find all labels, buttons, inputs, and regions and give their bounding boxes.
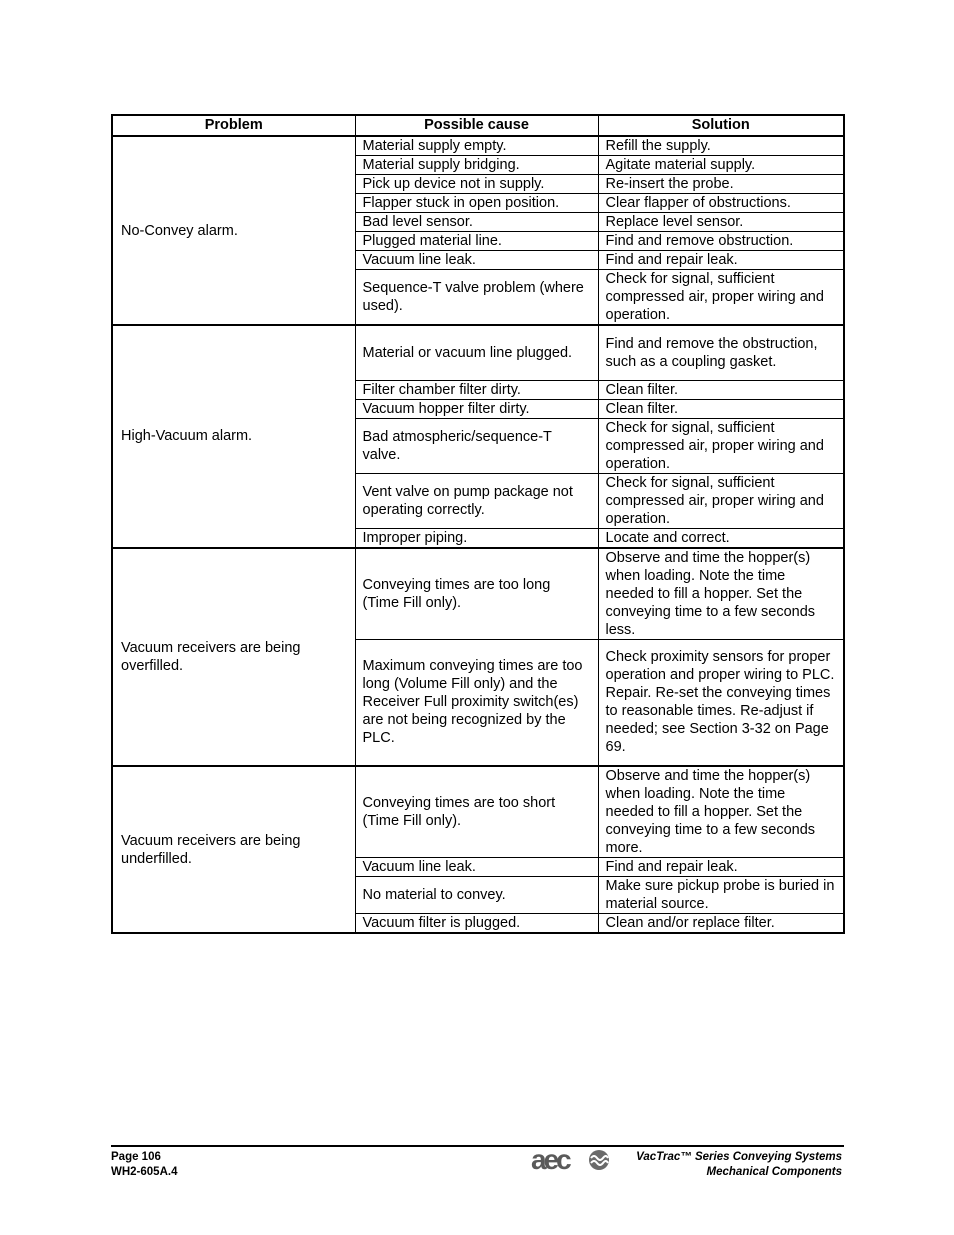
cause-cell: Vacuum line leak. [355,858,598,877]
problem-cell: Vacuum receivers are being overfilled. [112,548,355,767]
cause-cell: Plugged material line. [355,232,598,251]
solution-cell: Find and remove the obstruction, such as a coupling gasket. [598,325,844,380]
solution-cell: Find and repair leak. [598,251,844,270]
cause-cell: Flapper stuck in open position. [355,194,598,213]
section-title: Mechanical Components [706,1166,842,1178]
header-problem: Problem [112,115,355,136]
solution-cell: Make sure pickup probe is buried in material source. [598,877,844,914]
aec-logo [531,1147,611,1173]
solution-cell: Check for signal, sufficient compressed air, proper wiring and operation. [598,270,844,326]
cause-cell: Material supply bridging. [355,156,598,175]
solution-cell: Refill the supply. [598,136,844,156]
solution-cell: Clear flapper of obstructions. [598,194,844,213]
troubleshooting-table [111,114,845,934]
solution-cell: Observe and time the hopper(s) when loading. Note the time needed to fill a hopper. Set the conveying time to a few seconds less. [598,548,844,640]
problem-cell: High-Vacuum alarm. [112,325,355,548]
table-row [112,766,844,858]
solution-cell: Check for signal, sufficient compressed air, proper wiring and operation. [598,473,844,528]
cause-cell: Material or vacuum line plugged. [355,325,598,380]
table-header-row [112,115,844,136]
page-number: Page 106 [111,1151,161,1163]
solution-cell: Agitate material supply. [598,156,844,175]
series-title: VacTrac™ Series Conveying Systems [636,1151,842,1163]
header-possible-cause: Possible cause [355,115,598,136]
table-row [112,548,844,640]
cause-cell: Vacuum filter is plugged. [355,914,598,934]
solution-cell: Observe and time the hopper(s) when loading. Note the time needed to fill a hopper. Set the conveying time to a few seconds more. [598,766,844,858]
solution-cell: Clean and/or replace filter. [598,914,844,934]
problem-cell: No-Convey alarm. [112,136,355,325]
cause-cell: Vacuum line leak. [355,251,598,270]
document-id: WH2-605A.4 [111,1166,178,1178]
problem-cell: Vacuum receivers are being underfilled. [112,766,355,933]
cause-cell: Filter chamber filter dirty. [355,380,598,399]
solution-cell: Check proximity sensors for proper operation and proper wiring to PLC. Repair. Re-set the conveying times to reasonable times. Re-adjust if needed; see Section 3-32 on Page 69. [598,639,844,766]
table-row [112,136,844,156]
solution-cell: Clean filter. [598,380,844,399]
solution-cell: Replace level sensor. [598,213,844,232]
cause-cell: Pick up device not in supply. [355,175,598,194]
footer-left [111,1150,177,1180]
cause-cell: Conveying times are too short (Time Fill only). [355,766,598,858]
cause-cell: Vacuum hopper filter dirty. [355,399,598,418]
footer-right [636,1150,842,1180]
solution-cell: Clean filter. [598,399,844,418]
cause-cell: Material supply empty. [355,136,598,156]
cause-cell: Sequence-T valve problem (where used). [355,270,598,326]
solution-cell: Check for signal, sufficient compressed air, proper wiring and operation. [598,418,844,473]
solution-cell: Locate and correct. [598,528,844,548]
solution-cell: Find and remove obstruction. [598,232,844,251]
solution-cell: Re-insert the probe. [598,175,844,194]
cause-cell: Bad atmospheric/sequence-T valve. [355,418,598,473]
table-row [112,325,844,380]
footer-divider [111,1145,844,1147]
cause-cell: Vent valve on pump package not operating correctly. [355,473,598,528]
cause-cell: Maximum conveying times are too long (Volume Fill only) and the Receiver Full proximity switch(es) are not being recognized by the PLC. [355,639,598,766]
logo-text: aec [531,1147,569,1173]
cause-cell: Conveying times are too long (Time Fill only). [355,548,598,640]
solution-cell: Find and repair leak. [598,858,844,877]
cause-cell: Improper piping. [355,528,598,548]
header-solution: Solution [598,115,844,136]
cause-cell: No material to convey. [355,877,598,914]
cause-cell: Bad level sensor. [355,213,598,232]
